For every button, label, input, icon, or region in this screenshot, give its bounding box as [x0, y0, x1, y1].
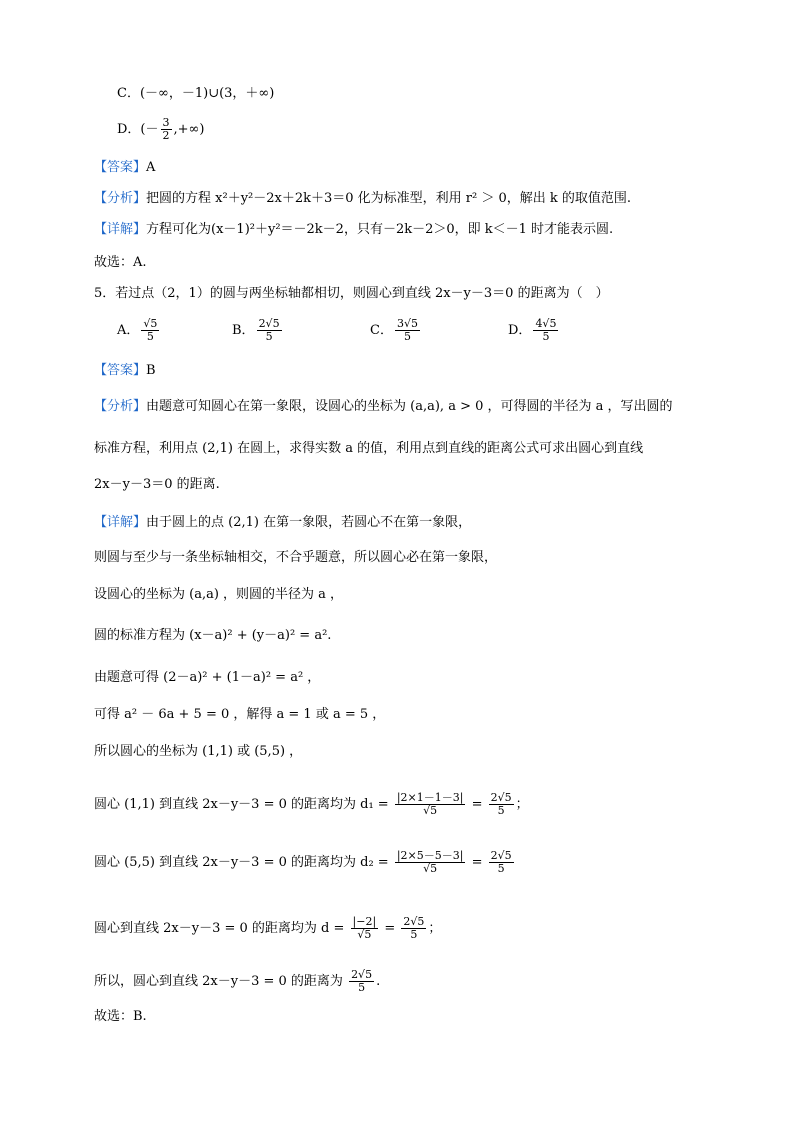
- distance-2-result: [489, 850, 514, 875]
- q5-analysis-line-2: 标准方程，利用点 (2,1) 在圆上，求得实数 a 的值，利用点到直线的距离公式可求出圆心到直线: [94, 441, 644, 456]
- q5-analysis-line-1: [94, 398, 673, 416]
- q5-option-b: [232, 318, 284, 343]
- detail-text: 由于圆上的点 (2,1) 在第一象限，若圆心不在第一象限，: [146, 515, 472, 530]
- distance-3-result-num: 2√5: [403, 915, 425, 928]
- distance-1-end: ；: [515, 797, 529, 812]
- distance-3-den: √5: [357, 928, 372, 941]
- option-d-suffix: ,+∞): [173, 122, 205, 137]
- q5-distance-1: [94, 790, 529, 820]
- distance-1-result: [489, 792, 514, 817]
- option-num: 3√5: [396, 317, 418, 330]
- distance-1-fraction: [395, 792, 466, 817]
- distance-3-eq: =: [384, 921, 396, 936]
- q5-detail-line-1: [94, 514, 471, 532]
- option-fraction: [257, 318, 282, 343]
- distance-1-result-num: 2√5: [490, 791, 512, 804]
- option-den: 5: [542, 330, 550, 343]
- distance-1-num: |2×1－1－3|: [396, 791, 464, 804]
- option-fraction: [533, 318, 558, 343]
- distance-3-fraction: [351, 916, 379, 941]
- distance-2-fraction: [395, 850, 466, 875]
- q5-detail-line-4: 圆的标准方程为 (x－a)² + (y－a)² = a².: [94, 628, 332, 643]
- answer-tag: 【答案】: [94, 363, 147, 378]
- q5-detail-line-2: 则圆与至少与一条坐标轴相交，不合乎题意，所以圆心必在第一象限，: [94, 550, 498, 565]
- analysis-text: 把圆的方程 x²＋y²－2x＋2k＋3＝0 化为标准型，利用 r² ＞ 0，解出 k 的取值范围.: [146, 191, 632, 206]
- final-end: .: [376, 974, 381, 989]
- q4-conclusion: 故选：A.: [94, 255, 147, 270]
- answer-value: A: [146, 160, 156, 175]
- distance-1-den: √5: [423, 804, 438, 817]
- option-den: 5: [265, 330, 273, 343]
- detail-text: 方程可化为(x－1)²＋y²＝－2k－2，只有－2k－2＞0，即 k＜－1 时才能表示圆.: [146, 222, 614, 237]
- answer-value: B: [146, 363, 156, 378]
- q5-final: [94, 967, 380, 997]
- distance-1-result-den: 5: [497, 804, 505, 817]
- option-den: 5: [146, 330, 154, 343]
- distance-3-num: |−2|: [352, 915, 377, 928]
- option-num: 2√5: [258, 317, 280, 330]
- q4-detail: [94, 221, 613, 239]
- detail-tag: 【详解】: [94, 222, 147, 237]
- distance-2-prefix: 圆心 (5,5) 到直线 2x－y－3 = 0 的距离均为 d₂ =: [94, 855, 389, 870]
- option-d-den: 2: [162, 129, 170, 142]
- q4-answer: [94, 159, 155, 177]
- distance-3-result: [401, 916, 426, 941]
- answer-tag: 【答案】: [94, 160, 147, 175]
- q5-option-d: [508, 318, 560, 343]
- detail-tag: 【详解】: [94, 515, 147, 530]
- analysis-tag: 【分析】: [94, 191, 147, 206]
- final-num: 2√5: [351, 968, 373, 981]
- analysis-tag: 【分析】: [94, 399, 147, 414]
- option-label: C．: [370, 323, 393, 338]
- distance-1-prefix: 圆心 (1,1) 到直线 2x－y－3 = 0 的距离均为 d₁ =: [94, 797, 389, 812]
- q5-option-c: [370, 318, 422, 343]
- distance-3-prefix: 圆心到直线 2x－y－3 = 0 的距离均为 d =: [94, 921, 345, 936]
- q5-distance-3: [94, 914, 441, 944]
- option-c: C．(－∞，－1)∪(3，＋∞): [117, 86, 275, 101]
- option-label: A．: [117, 323, 140, 338]
- option-fraction: [395, 318, 420, 343]
- option-den: 5: [403, 330, 411, 343]
- distance-2-den: √5: [423, 862, 438, 875]
- option-d-num: 3: [162, 116, 170, 129]
- analysis-text: 由题意可知圆心在第一象限，设圆心的坐标为 (a,a), a > 0 ，可得圆的半径为 a ，写出圆的: [146, 399, 673, 414]
- q5-detail-line-3: 设圆心的坐标为 (a,a) ，则圆的半径为 a ，: [94, 587, 344, 602]
- option-d: [117, 117, 204, 142]
- option-label: B．: [232, 323, 255, 338]
- q5-detail-line-7: 所以圆心的坐标为 (1,1) 或 (5,5) ，: [94, 744, 303, 759]
- q5-detail-line-6: 可得 a² － 6a + 5 = 0 ，解得 a = 1 或 a = 5 ，: [94, 707, 386, 722]
- distance-2-result-num: 2√5: [490, 849, 512, 862]
- q5-stem: 5．若过点（2，1）的圆与两坐标轴都相切，则圆心到直线 2x－y－3＝0 的距离为（ ）: [94, 286, 609, 301]
- option-num: √5: [143, 317, 158, 330]
- q5-answer: [94, 362, 156, 380]
- option-num: 4√5: [535, 317, 557, 330]
- q5-detail-line-5: 由题意可得 (2－a)² + (1－a)² = a² ，: [94, 670, 321, 685]
- option-d-fraction: [161, 117, 172, 142]
- q5-analysis-line-3: 2x－y－3＝0 的距离.: [94, 477, 220, 492]
- final-fraction: [349, 969, 374, 994]
- final-prefix: 所以，圆心到直线 2x－y－3 = 0 的距离为: [94, 974, 343, 989]
- distance-2-eq: =: [471, 855, 483, 870]
- q4-analysis: [94, 190, 631, 208]
- q5-option-a: [117, 318, 161, 343]
- distance-3-result-den: 5: [410, 928, 418, 941]
- distance-1-eq: =: [471, 797, 483, 812]
- final-den: 5: [358, 981, 366, 994]
- distance-2-result-den: 5: [497, 862, 505, 875]
- q5-distance-2: [94, 848, 516, 878]
- q5-conclusion: 故选：B.: [94, 1009, 147, 1024]
- option-label: D．: [508, 323, 532, 338]
- distance-2-num: |2×5－5－3|: [396, 849, 464, 862]
- distance-3-end: ；: [428, 921, 442, 936]
- option-fraction: [141, 318, 159, 343]
- option-d-prefix: D．(－: [117, 122, 159, 137]
